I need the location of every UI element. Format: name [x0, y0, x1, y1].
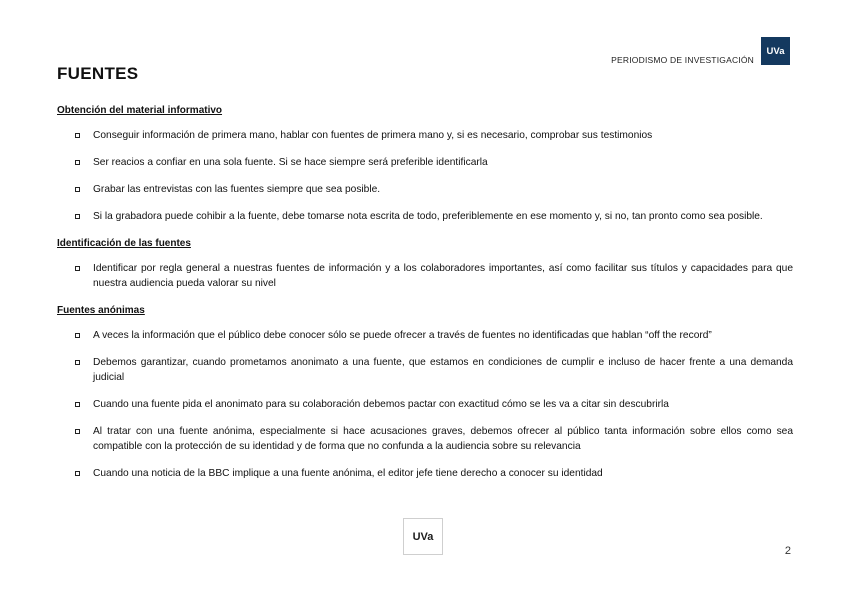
list-item	[57, 424, 793, 454]
square-bullet-icon	[75, 333, 80, 338]
bullet-list	[57, 328, 793, 481]
list-item-text: Cuando una noticia de la BBC implique a una fuente anónima, el editor jefe tiene derecho a conocer su identidad	[93, 468, 603, 479]
footer-uva-logo: UVa	[403, 518, 443, 555]
page-title: FUENTES	[57, 64, 139, 83]
square-bullet-icon	[75, 266, 80, 271]
list-item	[57, 355, 793, 385]
section-heading: Fuentes anónimas	[57, 305, 145, 316]
list-item-text: Debemos garantizar, cuando prometamos anonimato a una fuente, que estamos en condiciones de cumplir e incluso de hacer frente a una demanda judicial	[93, 357, 793, 383]
list-item	[57, 128, 793, 143]
square-bullet-icon	[75, 402, 80, 407]
list-item-text: Conseguir información de primera mano, hablar con fuentes de primera mano y, si es necesario, comprobar sus testimonios	[93, 130, 653, 141]
list-item-text: A veces la información que el público debe conocer sólo se puede ofrecer a través de fuentes no identificadas que hablan “off the record”	[93, 330, 712, 341]
list-item	[57, 261, 793, 291]
header	[611, 37, 790, 65]
uva-logo: UVa	[761, 37, 790, 65]
square-bullet-icon	[75, 160, 80, 165]
list-item-text: Ser reacios a confiar en una sola fuente. Si se hace siempre será preferible identificarla	[93, 157, 488, 168]
list-item	[57, 182, 793, 197]
list-item	[57, 155, 793, 170]
course-title: PERIODISMO DE INVESTIGACIÓN	[611, 55, 754, 65]
page-number: 2	[784, 545, 791, 557]
list-item	[57, 397, 793, 412]
square-bullet-icon	[75, 187, 80, 192]
section-identificacion	[57, 236, 793, 291]
list-item-text: Cuando una fuente pida el anonimato para su colaboración debemos pactar con exactitud cómo se les va a citar sin descubrirla	[93, 399, 669, 410]
section-anonimas	[57, 303, 793, 481]
bullet-list	[57, 261, 793, 291]
square-bullet-icon	[75, 133, 80, 138]
slide-content	[57, 103, 793, 493]
section-obtencion	[57, 103, 793, 224]
list-item	[57, 209, 793, 224]
square-bullet-icon	[75, 471, 80, 476]
list-item-text: Si la grabadora puede cohibir a la fuente, debe tomarse nota escrita de todo, preferiblemente en ese momento y, si no, tan pronto como sea posible.	[93, 211, 763, 222]
list-item-text: Al tratar con una fuente anónima, especialmente si hace acusaciones graves, debemos ofrecer al público tanta información sobre ellos como sea compatible con la protección de su identidad y de forma que no confunda a la audiencia sobre su relevancia	[93, 426, 793, 452]
list-item	[57, 466, 793, 481]
section-heading: Identificación de las fuentes	[57, 238, 191, 249]
list-item-text: Identificar por regla general a nuestras fuentes de información y a los colaboradores importantes, así como facilitar sus títulos y capacidades para que nuestra audiencia pueda valorar su nivel	[93, 263, 793, 289]
list-item-text: Grabar las entrevistas con las fuentes siempre que sea posible.	[93, 184, 381, 195]
square-bullet-icon	[75, 214, 80, 219]
bullet-list	[57, 128, 793, 224]
section-heading: Obtención del material informativo	[57, 105, 223, 116]
square-bullet-icon	[75, 429, 80, 434]
square-bullet-icon	[75, 360, 80, 365]
list-item	[57, 328, 793, 343]
